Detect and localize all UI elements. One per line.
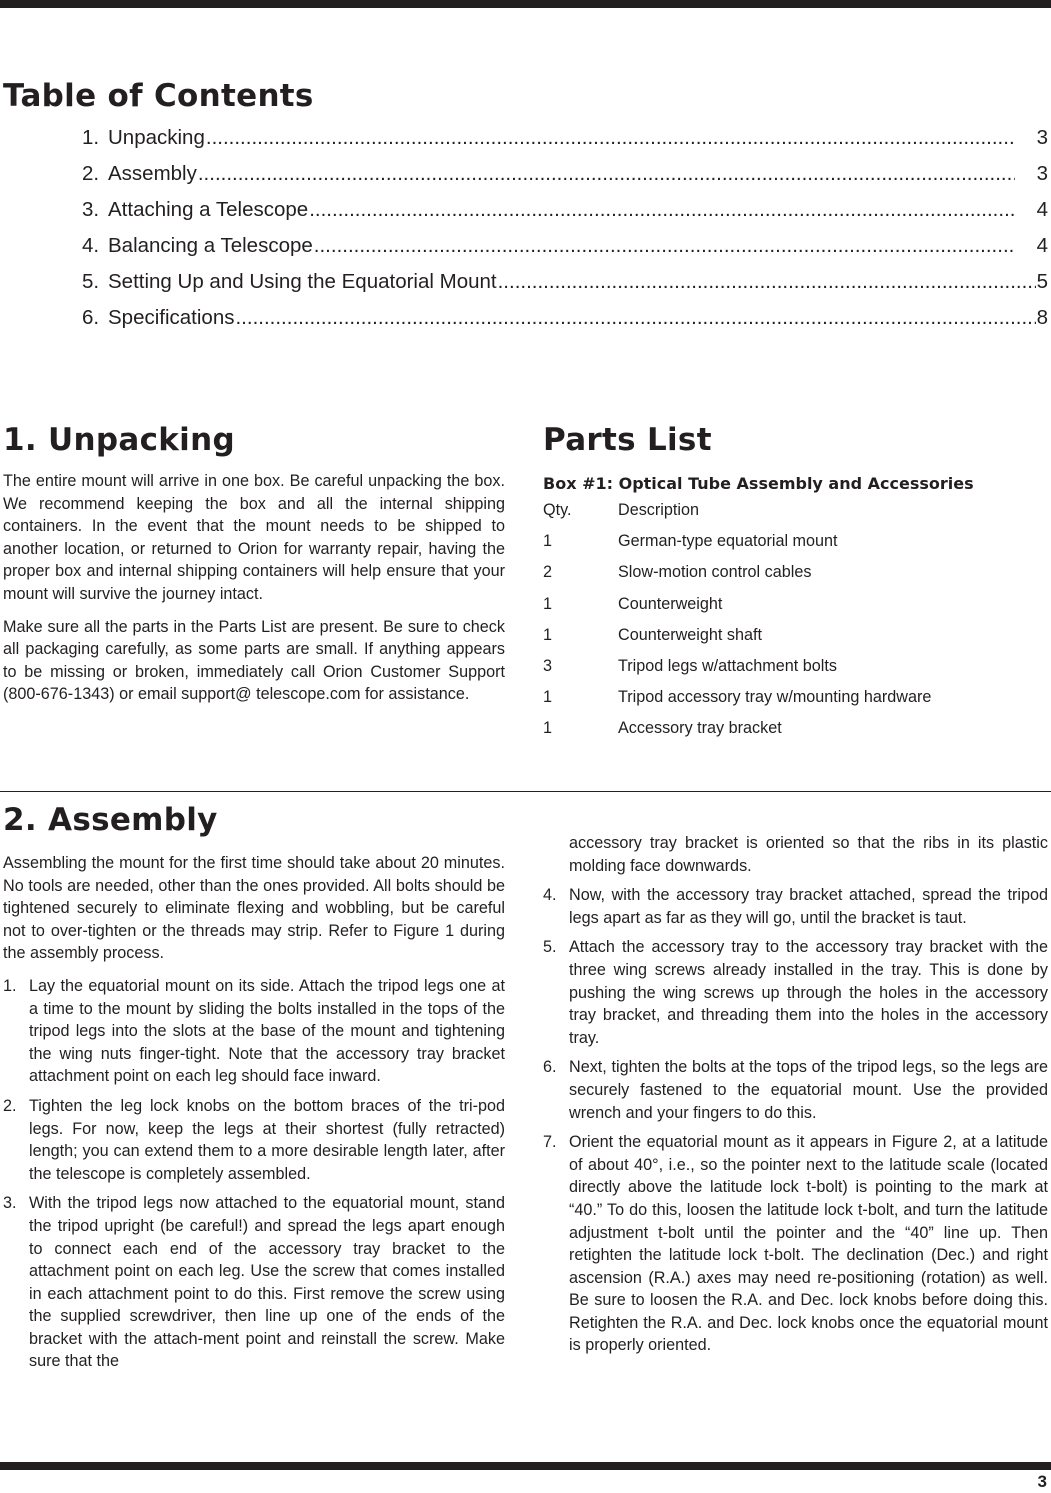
toc-entry-title: Unpacking <box>108 126 205 149</box>
toc-leader-dots <box>309 198 1015 222</box>
part-qty: 2 <box>543 563 553 582</box>
description-column-header: Description <box>618 501 699 519</box>
step-number: 3. <box>3 1194 17 1213</box>
part-description: German-type equatorial mount <box>618 532 838 551</box>
toc-entry-page: 3 <box>1036 126 1048 149</box>
step-number: 1. <box>3 976 17 995</box>
toc-entry-page: 5 <box>1036 270 1048 293</box>
toc-entry-number: 3. <box>82 198 100 221</box>
parts-row <box>543 717 1048 748</box>
qty-column-header: Qty. <box>543 501 572 519</box>
part-description: Tripod accessory tray w/mounting hardware <box>618 688 932 707</box>
toc-entry[interactable] <box>82 198 1048 234</box>
part-qty: 3 <box>543 656 553 675</box>
toc-entry-page: 4 <box>1036 198 1048 221</box>
step-text: Next, tighten the bolts at the tops of the tripod legs, so the legs are securely fastened to the equatorial mount. Use the provided wrench and your fingers to do this. <box>569 1058 1048 1122</box>
assembly-step <box>543 884 1048 929</box>
table-of-contents <box>82 126 1048 342</box>
part-qty: 1 <box>543 688 553 707</box>
assembly-step <box>543 936 1048 1049</box>
toc-entry-page: 4 <box>1036 234 1048 257</box>
page-number: 3 <box>1037 1472 1047 1491</box>
toc-leader-dots <box>206 126 1015 150</box>
toc-entry[interactable] <box>82 162 1048 198</box>
unpacking-section <box>3 422 505 716</box>
assembly-step <box>543 1131 1048 1357</box>
assembly-section <box>3 802 505 1380</box>
toc-entry[interactable] <box>82 234 1048 270</box>
top-rule-bar <box>0 0 1051 8</box>
step-text: Lay the equatorial mount on its side. Attach the tripod legs one at a time to the mount by sliding the bolts installed in the tops of the tripod legs into the slots at the base of the mount and tightening the wing nuts finger-tight. Note that the accessory tray bracket attachment point on each leg should face inward. <box>29 976 505 1086</box>
toc-entry[interactable] <box>82 126 1048 162</box>
parts-header-row <box>543 499 1048 530</box>
part-description: Accessory tray bracket <box>618 719 782 738</box>
step-text: Tighten the leg lock knobs on the bottom braces of the tri-pod legs. For now, keep the legs at their shortest (fully retracted) length; you can extend them to a more desirable length later, after the telescope is completely assembled. <box>29 1096 505 1183</box>
part-description: Counterweight shaft <box>618 625 762 644</box>
parts-list-heading: Parts List <box>543 422 712 458</box>
assembly-steps-right <box>543 884 1048 1357</box>
assembly-heading: 2. Assembly <box>3 802 218 838</box>
parts-row <box>543 655 1048 686</box>
toc-entry-number: 1. <box>82 126 100 149</box>
parts-row <box>543 624 1048 655</box>
parts-row <box>543 561 1048 592</box>
step-text: Attach the accessory tray to the accessory tray bracket with the three wing screws already installed in the tray. This is done by pushing the wing screws up through the holes in the accessory tray bracket, and threading them into the holes in the accessory tray. <box>569 938 1048 1047</box>
step-text: Orient the equatorial mount as it appears in Figure 2, at a latitude of about 40°, i.e., so the pointer next to the latitude scale (located directly above the latitude lock t-bolt) is pointing to the mark at “40.” To do this, loosen the latitude lock t-bolt, and turn the latitude adjustment t-bolt until the pointer and the “40” line up. Then retighten the latitude lock t-bolt. The declination (Dec.) and right ascension (R.A.) axes may need re-positioning (rotation) as well. Be sure to loosen the R.A. and Dec. lock knobs before doing this. Retighten the R.A. and Dec. lock knobs once the equatorial mount is properly oriented. <box>569 1133 1048 1355</box>
parts-row <box>543 530 1048 561</box>
assembly-step <box>3 1192 505 1373</box>
step-number: 2. <box>3 1096 17 1115</box>
toc-heading: Table of Contents <box>3 78 314 114</box>
step-3-continued: accessory tray bracket is oriented so that the ribs in its plastic molding face downwards. <box>569 834 1048 875</box>
unpacking-paragraph: Make sure all the parts in the Parts List are present. Be sure to check all packaging carefully, as some parts are small. If anything appears to be missing or broken, immediately call Orion Customer Support (800-676-1343) or email support@ telescope.com for assistance. <box>3 617 505 704</box>
toc-leader-dots <box>235 306 1035 330</box>
part-qty: 1 <box>543 625 553 644</box>
part-description: Tripod legs w/attachment bolts <box>618 656 837 675</box>
toc-leader-dots <box>498 270 1036 294</box>
part-description: Counterweight <box>618 594 723 613</box>
toc-leader-dots <box>198 162 1015 186</box>
toc-entry-number: 2. <box>82 162 100 185</box>
toc-entry-title: Setting Up and Using the Equatorial Mount <box>108 270 497 293</box>
unpacking-heading: 1. Unpacking <box>3 422 235 458</box>
toc-entry[interactable] <box>82 306 1048 342</box>
section-divider <box>0 791 1051 792</box>
toc-leader-dots <box>314 234 1015 258</box>
bottom-rule-bar <box>0 1462 1051 1470</box>
part-qty: 1 <box>543 594 553 613</box>
step-number: 4. <box>543 886 557 905</box>
toc-entry-page: 3 <box>1036 162 1048 185</box>
part-description: Slow-motion control cables <box>618 563 812 582</box>
toc-entry-title: Balancing a Telescope <box>108 234 313 257</box>
parts-row <box>543 686 1048 717</box>
toc-entry-number: 6. <box>82 306 100 329</box>
toc-entry-number: 5. <box>82 270 100 293</box>
step-number: 5. <box>543 938 557 957</box>
step-text: Now, with the accessory tray bracket attached, spread the tripod legs apart as far as they will go, until the bracket is taut. <box>569 886 1048 927</box>
part-qty: 1 <box>543 719 553 738</box>
step-number: 7. <box>543 1133 557 1152</box>
assembly-step <box>543 1056 1048 1124</box>
step-text: With the tripod legs now attached to the equatorial mount, stand the tripod upright (be careful!) and spread the legs apart enough to connect each end of the accessory tray bracket to the attachment point on each leg. Use the screw that comes installed in each attachment point to do this. First remove the screw using the supplied screwdriver, then line up one of the ends of the bracket with the attach-ment point and reinstall the screw. Make sure that the <box>29 1194 505 1371</box>
toc-entry-page: 8 <box>1036 306 1048 329</box>
assembly-section-continued <box>543 832 1048 1364</box>
unpacking-paragraph: The entire mount will arrive in one box. Be careful unpacking the box. We recommend keeping the box and all the internal shipping containers. In the event that the mount needs to be shipped to another location, or returned to Orion for warranty repair, having the proper box and internal shipping containers will help ensure that your mount will survive the journey intact. <box>3 472 505 603</box>
toc-entry-number: 4. <box>82 234 100 257</box>
toc-entry-title: Attaching a Telescope <box>108 198 309 221</box>
parts-list-section <box>543 422 1048 749</box>
assembly-step <box>3 1095 505 1185</box>
step-number: 6. <box>543 1058 557 1077</box>
parts-box-heading: Box #1: Optical Tube Assembly and Accessories <box>543 474 974 493</box>
toc-entry-title: Specifications <box>108 306 235 329</box>
assembly-steps-left <box>3 975 505 1373</box>
assembly-intro: Assembling the mount for the first time should take about 20 minutes. No tools are needed, other than the ones provided. All bolts should be tightened securely to eliminate flexing and wobbling, but be careful not to over-tighten or the threads may strip. Refer to Figure 1 during the assembly process. <box>3 854 505 963</box>
part-qty: 1 <box>543 532 553 551</box>
assembly-step <box>3 975 505 1088</box>
toc-entry-title: Assembly <box>108 162 197 185</box>
parts-row <box>543 593 1048 624</box>
toc-entry[interactable] <box>82 270 1048 306</box>
